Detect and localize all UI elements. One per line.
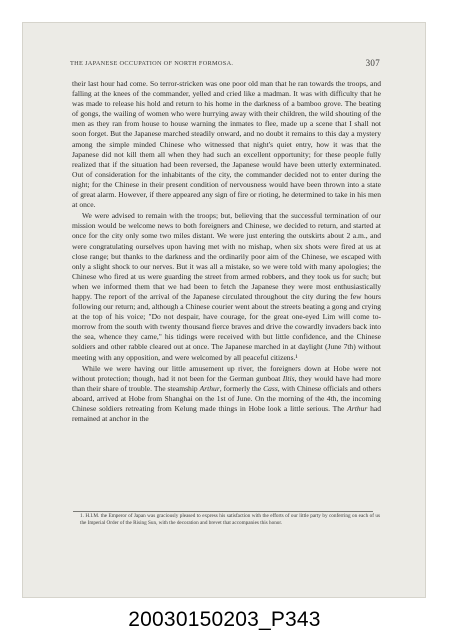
- paragraph-3-text-1: While we were having our little amusement up river, the foreigners down at Hobe were not without protection; though, had it not been for the German gunboat: [72, 363, 381, 383]
- paragraph-3-text-2: , they would have had more than their share of trouble. The steamship: [72, 373, 381, 393]
- footnote-divider: [73, 511, 373, 512]
- paragraph-2: We were advised to remain with the troops; but, believing that the successful termination of our mission would be welcome news to both foreigners and Chinese, we decided to return, and started at once for the city only some two miles distant. We were just entering the outskirts about 2 a.m., and were congratulating ourselves upon having met with no mishap, when six shots were fired at us at close range; but thanks to the darkness and the ordinarily poor aim of the Chinese, we escaped with only a slight shock to our nerves. But it was all a mistake, so we were told with many apologies; the Chinese who fired at us were guarding the street from armed robbers, and they took us for such; but when we informed them that we had been to fetch the Japanese they were most enthusiastically happy. The report of the arrival of the Japanese circulated throughout the city during the few hours following our return; and, although a Chinese courier went about the streets beating a gong and crying at the top of his voice; "Do not despair, have courage, for the great one-eyed Lim will come to-morrow from the south with twenty thousand fierce braves and drive the cowardly invaders back into the sea, whence they came," his tidings were received with but little confidence, and the Chinese soldiers and other rabble cleared out at once. The Japanese marched in at daylight (June 7th) without meeting with any opposition, and were welcomed by all peaceful citizens.¹: [72, 211, 381, 362]
- paragraph-3-text-5: had remained at anchor in the: [72, 404, 381, 424]
- ship-name-arthur-2: Arthur: [347, 404, 368, 413]
- ship-name-arthur: Arthur: [199, 383, 220, 393]
- paragraph-3-text-3: , formerly the: [219, 383, 264, 393]
- image-caption: 20030150203_P343: [128, 608, 321, 631]
- paragraph-3: [72, 364, 381, 425]
- ship-name-iltis: Iltis: [282, 373, 295, 383]
- paragraph-3-text-4: , with Chinese officials and others aboard, arrived at Hobe from Shanghai on the 1st of June. On the morning of the 4th, the incoming Chinese soldiers retreating from Kelung made things in Hobe look a little serious. The: [72, 383, 382, 413]
- page-number: 307: [365, 58, 380, 68]
- ship-name-cass: Cass: [263, 383, 278, 393]
- paragraph-1: their last hour had come. So terror-stricken was one poor old man that he ran towards the troops, and falling at the knees of the commander, yelled and cried like a madman. It was with difficulty that he was made to release his hold and return to his home in the darkness of a bamboo grove. The beating of gongs, the wailing of women who were hurrying away with their children, the wild shouting of the men as they ran from house to house warning the inmates to flee, made up a scene that I shall not soon forget. But the Japanese marched steadily onward, and no doubt it remains to this day a mystery among the simple minded Chinese who witnessed that night's quiet entry, how it was that the Japanese did not kill them all when they had such an excellent opportunity; for these people fully realized that if the situation had been reversed, the Japanese would have been utterly exterminated. Out of consideration for the inhabitants of the city, the commander decided not to enter during the night; for the Chinese in their present condition of nervousness would have been thrown into a state of great alarm. However, if there appeared any sign of fire or rioting, he determined to take in his men at once.: [72, 79, 381, 210]
- running-header: [62, 58, 380, 70]
- body-text: [72, 79, 381, 424]
- running-title: THE JAPANESE OCCUPATION OF NORTH FORMOSA.: [70, 60, 234, 67]
- footnote: [80, 513, 380, 527]
- footnote-text: 1. H.I.M. the Emperor of Japan was graciously pleased to express his satisfaction with the efforts of our little party by conferring on each of us the Imperial Order of the Rising Sun, with the decoration and brevet that accompanies this honor.: [80, 513, 380, 527]
